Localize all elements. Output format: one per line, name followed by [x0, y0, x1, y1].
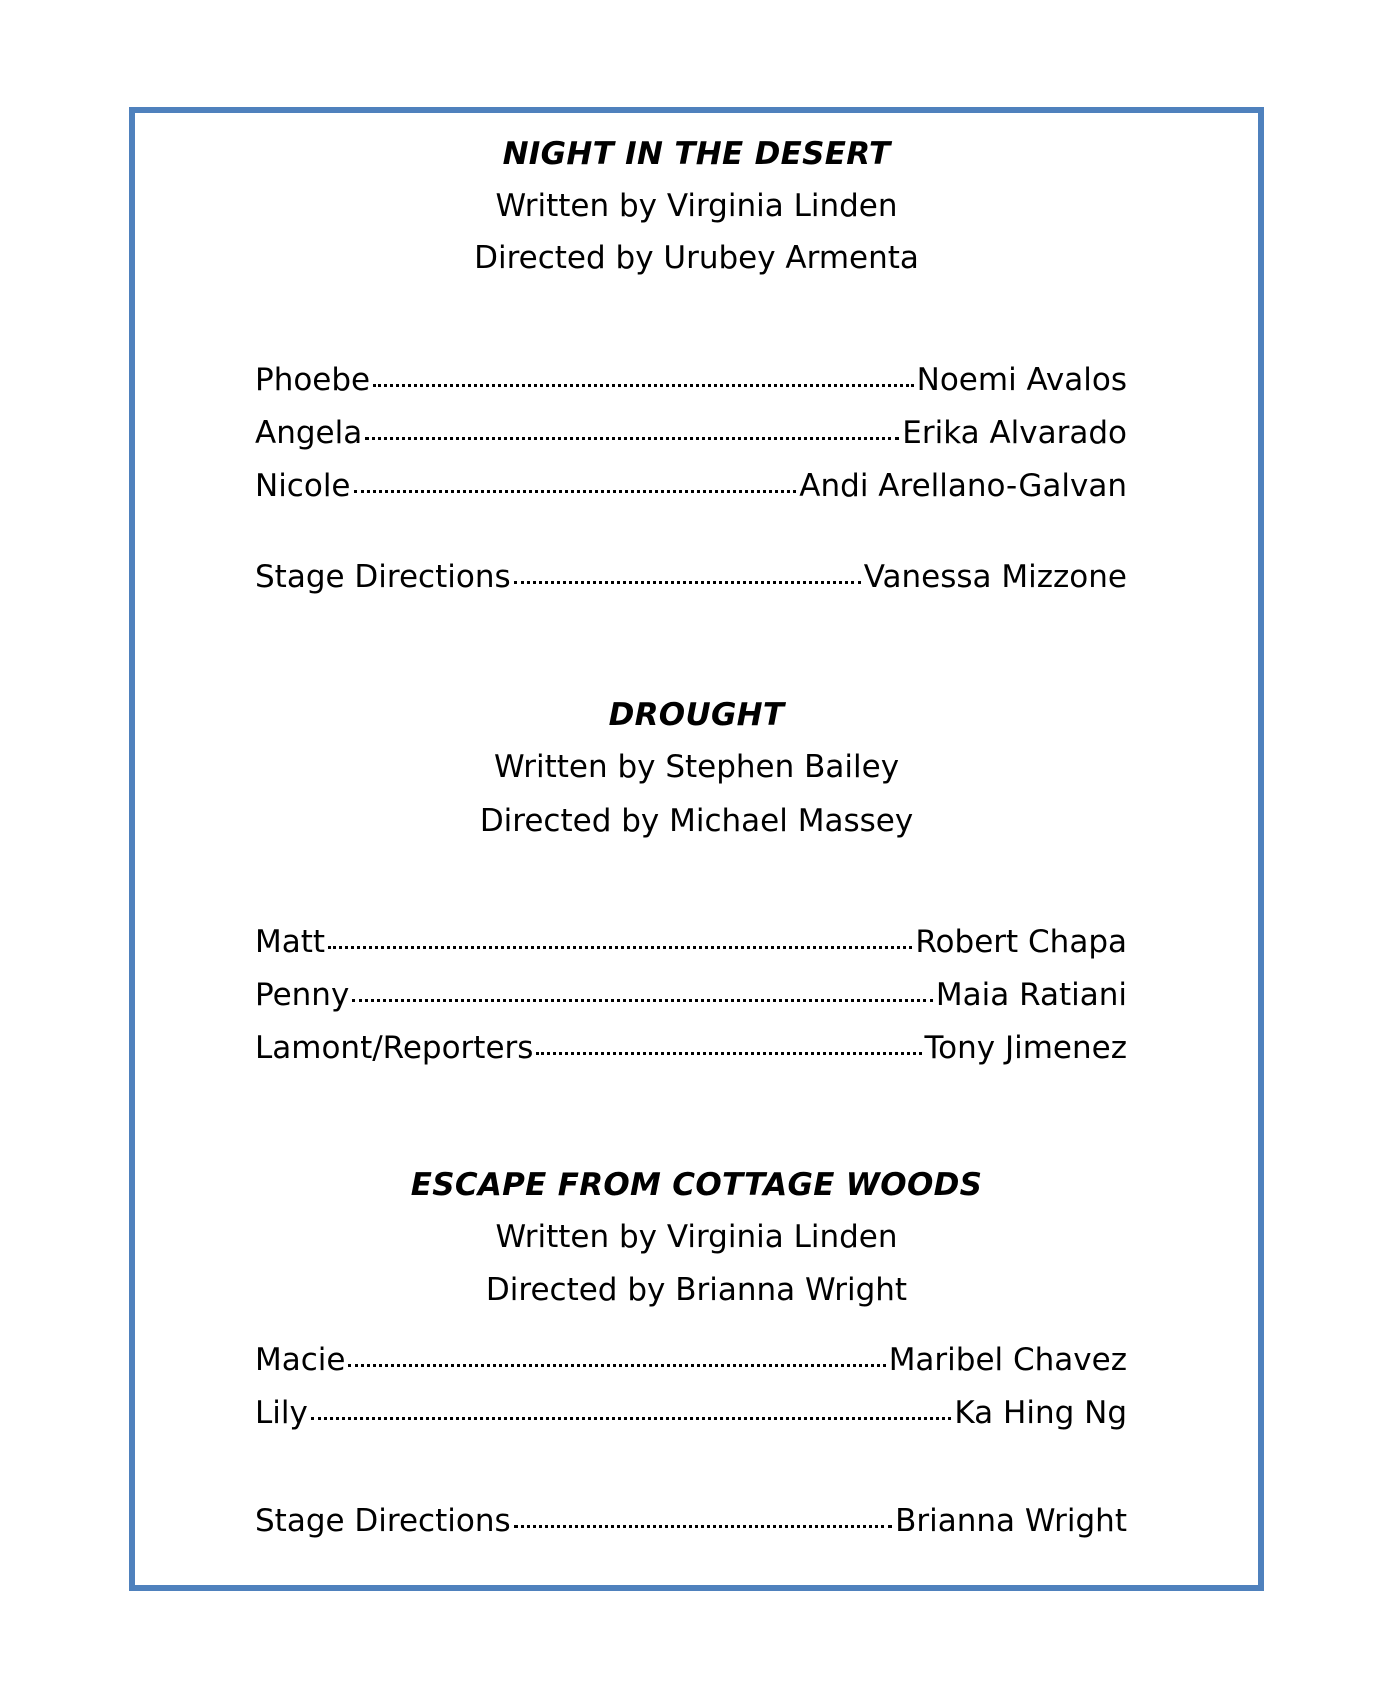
cast-actor: Andi Arellano-Galvan [799, 468, 1127, 504]
cast-actor: Maia Ratiani [935, 977, 1127, 1013]
cast-row [255, 362, 1127, 402]
cast-role: Stage Directions [255, 1503, 511, 1539]
cast-row [255, 1395, 1127, 1435]
dot-leader [536, 1051, 921, 1055]
cast-actor: Brianna Wright [895, 1503, 1127, 1539]
dot-leader [354, 489, 797, 493]
cast-row [255, 1503, 1127, 1543]
cast-row [255, 1342, 1127, 1382]
cast-actor: Tony Jimenez [924, 1030, 1127, 1066]
dot-leader [514, 580, 861, 584]
dot-leader [348, 1363, 885, 1367]
cast-role: Stage Directions [255, 559, 511, 595]
dot-leader [514, 1524, 892, 1528]
play-director-credit: Directed by Brianna Wright [485, 1272, 908, 1308]
cast-role: Nicole [255, 468, 351, 504]
cast-role: Macie [255, 1342, 346, 1378]
cast-role: Lamont/Reporters [255, 1030, 534, 1066]
play-title-escape-from-cottage-woods: ESCAPE FROM COTTAGE WOODS [410, 1167, 983, 1203]
play-director-credit: Directed by Michael Massey [479, 803, 914, 839]
cast-actor: Vanessa Mizzone [863, 559, 1127, 595]
dot-leader [328, 945, 912, 949]
play-writer-credit: Written by Stephen Bailey [493, 749, 900, 785]
cast-actor: Maribel Chavez [888, 1342, 1127, 1378]
cast-role: Angela [255, 415, 363, 451]
play-title-drought: DROUGHT [608, 697, 785, 733]
cast-role: Penny [255, 977, 350, 1013]
cast-actor: Noemi Avalos [916, 362, 1127, 398]
cast-actor: Robert Chapa [915, 924, 1127, 960]
cast-row [255, 924, 1127, 964]
play-writer-credit: Written by Virginia Linden [495, 188, 898, 224]
dot-leader [311, 1416, 952, 1420]
cast-row [255, 977, 1127, 1017]
dot-leader [352, 998, 933, 1002]
cast-role: Phoebe [255, 362, 371, 398]
cast-role: Lily [255, 1395, 308, 1431]
dot-leader [365, 436, 899, 440]
cast-row [255, 559, 1127, 599]
play-director-credit: Directed by Urubey Armenta [474, 240, 919, 276]
cast-actor: Erika Alvarado [902, 415, 1127, 451]
cast-row [255, 1030, 1127, 1070]
cast-role: Matt [255, 924, 326, 960]
cast-row [255, 415, 1127, 455]
play-title-night-in-the-desert: NIGHT IN THE DESERT [502, 136, 891, 172]
cast-row [255, 468, 1127, 508]
cast-actor: Ka Hing Ng [954, 1395, 1127, 1431]
play-writer-credit: Written by Virginia Linden [495, 1219, 898, 1255]
dot-leader [373, 383, 914, 387]
